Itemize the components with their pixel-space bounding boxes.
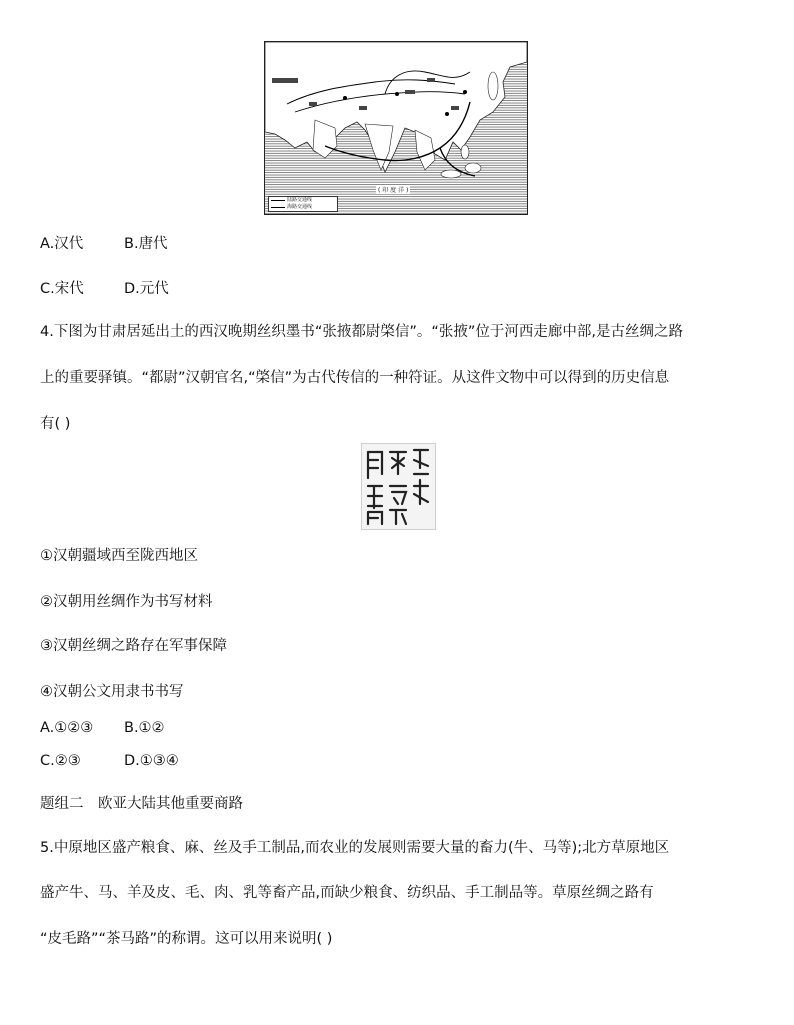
q3-option-d[interactable]: D.元代 bbox=[124, 281, 169, 297]
q4-option-d[interactable]: D.①③④ bbox=[124, 753, 179, 769]
q4-line-3: 有( ) bbox=[40, 416, 71, 432]
q4-line-1: 4.下图为甘肃居延出土的西汉晚期丝织墨书“张掖都尉棨信”。“张掖”位于河西走廊中部,是古丝绸之路 bbox=[40, 324, 683, 340]
sea-route-line bbox=[271, 207, 285, 208]
land-route-line bbox=[271, 200, 285, 201]
legend-sea: 海路交通线 bbox=[287, 204, 313, 210]
q4-option-c[interactable]: C.②③ bbox=[40, 753, 81, 769]
q4-statement-2: ②汉朝用丝绸作为书写材料 bbox=[40, 594, 213, 610]
q4-statement-1: ①汉朝疆域西至陇西地区 bbox=[40, 548, 198, 564]
q5-line-1: 5.中原地区盛产粮食、麻、丝及手工制品,而农业的发展则需要大量的畜力(牛、马等);北方草原地区 bbox=[40, 840, 670, 856]
legend-land: 陆路交通线 bbox=[287, 197, 313, 203]
map-legend bbox=[268, 196, 338, 212]
q4-number: 4. bbox=[40, 324, 54, 340]
q5-line-2: 盛产牛、马、羊及皮、毛、肉、乳等畜产品,而缺少粮食、纺织品、手工制品等。草原丝绸之路有 bbox=[40, 885, 654, 901]
q3-option-a[interactable]: A.汉代 bbox=[40, 236, 84, 252]
q3-option-c[interactable]: C.宋代 bbox=[40, 281, 84, 297]
q3-option-b[interactable]: B.唐代 bbox=[124, 236, 168, 252]
seal-script-graphic bbox=[362, 444, 435, 529]
q5-number: 5. bbox=[40, 840, 54, 856]
zhangye-seal-image bbox=[361, 443, 436, 530]
q4-option-a[interactable]: A.①②③ bbox=[40, 720, 94, 736]
sea-label: ( 印 度 洋 ) bbox=[378, 187, 409, 194]
section-title: 题组二 欧亚大陆其他重要商路 bbox=[40, 796, 243, 812]
q4-option-b[interactable]: B.①② bbox=[124, 720, 165, 736]
q4-statement-3: ③汉朝丝绸之路存在军事保障 bbox=[40, 638, 227, 654]
q5-line-3: “皮毛路”“茶马路”的称谓。这可以用来说明( ) bbox=[40, 931, 333, 947]
q4-statement-4: ④汉朝公文用隶书书写 bbox=[40, 684, 184, 700]
q4-line-2: 上的重要驿镇。“都尉”汉朝官名,“棨信”为古代传信的一种符证。从这件文物中可以得到的历史信息 bbox=[40, 370, 670, 386]
